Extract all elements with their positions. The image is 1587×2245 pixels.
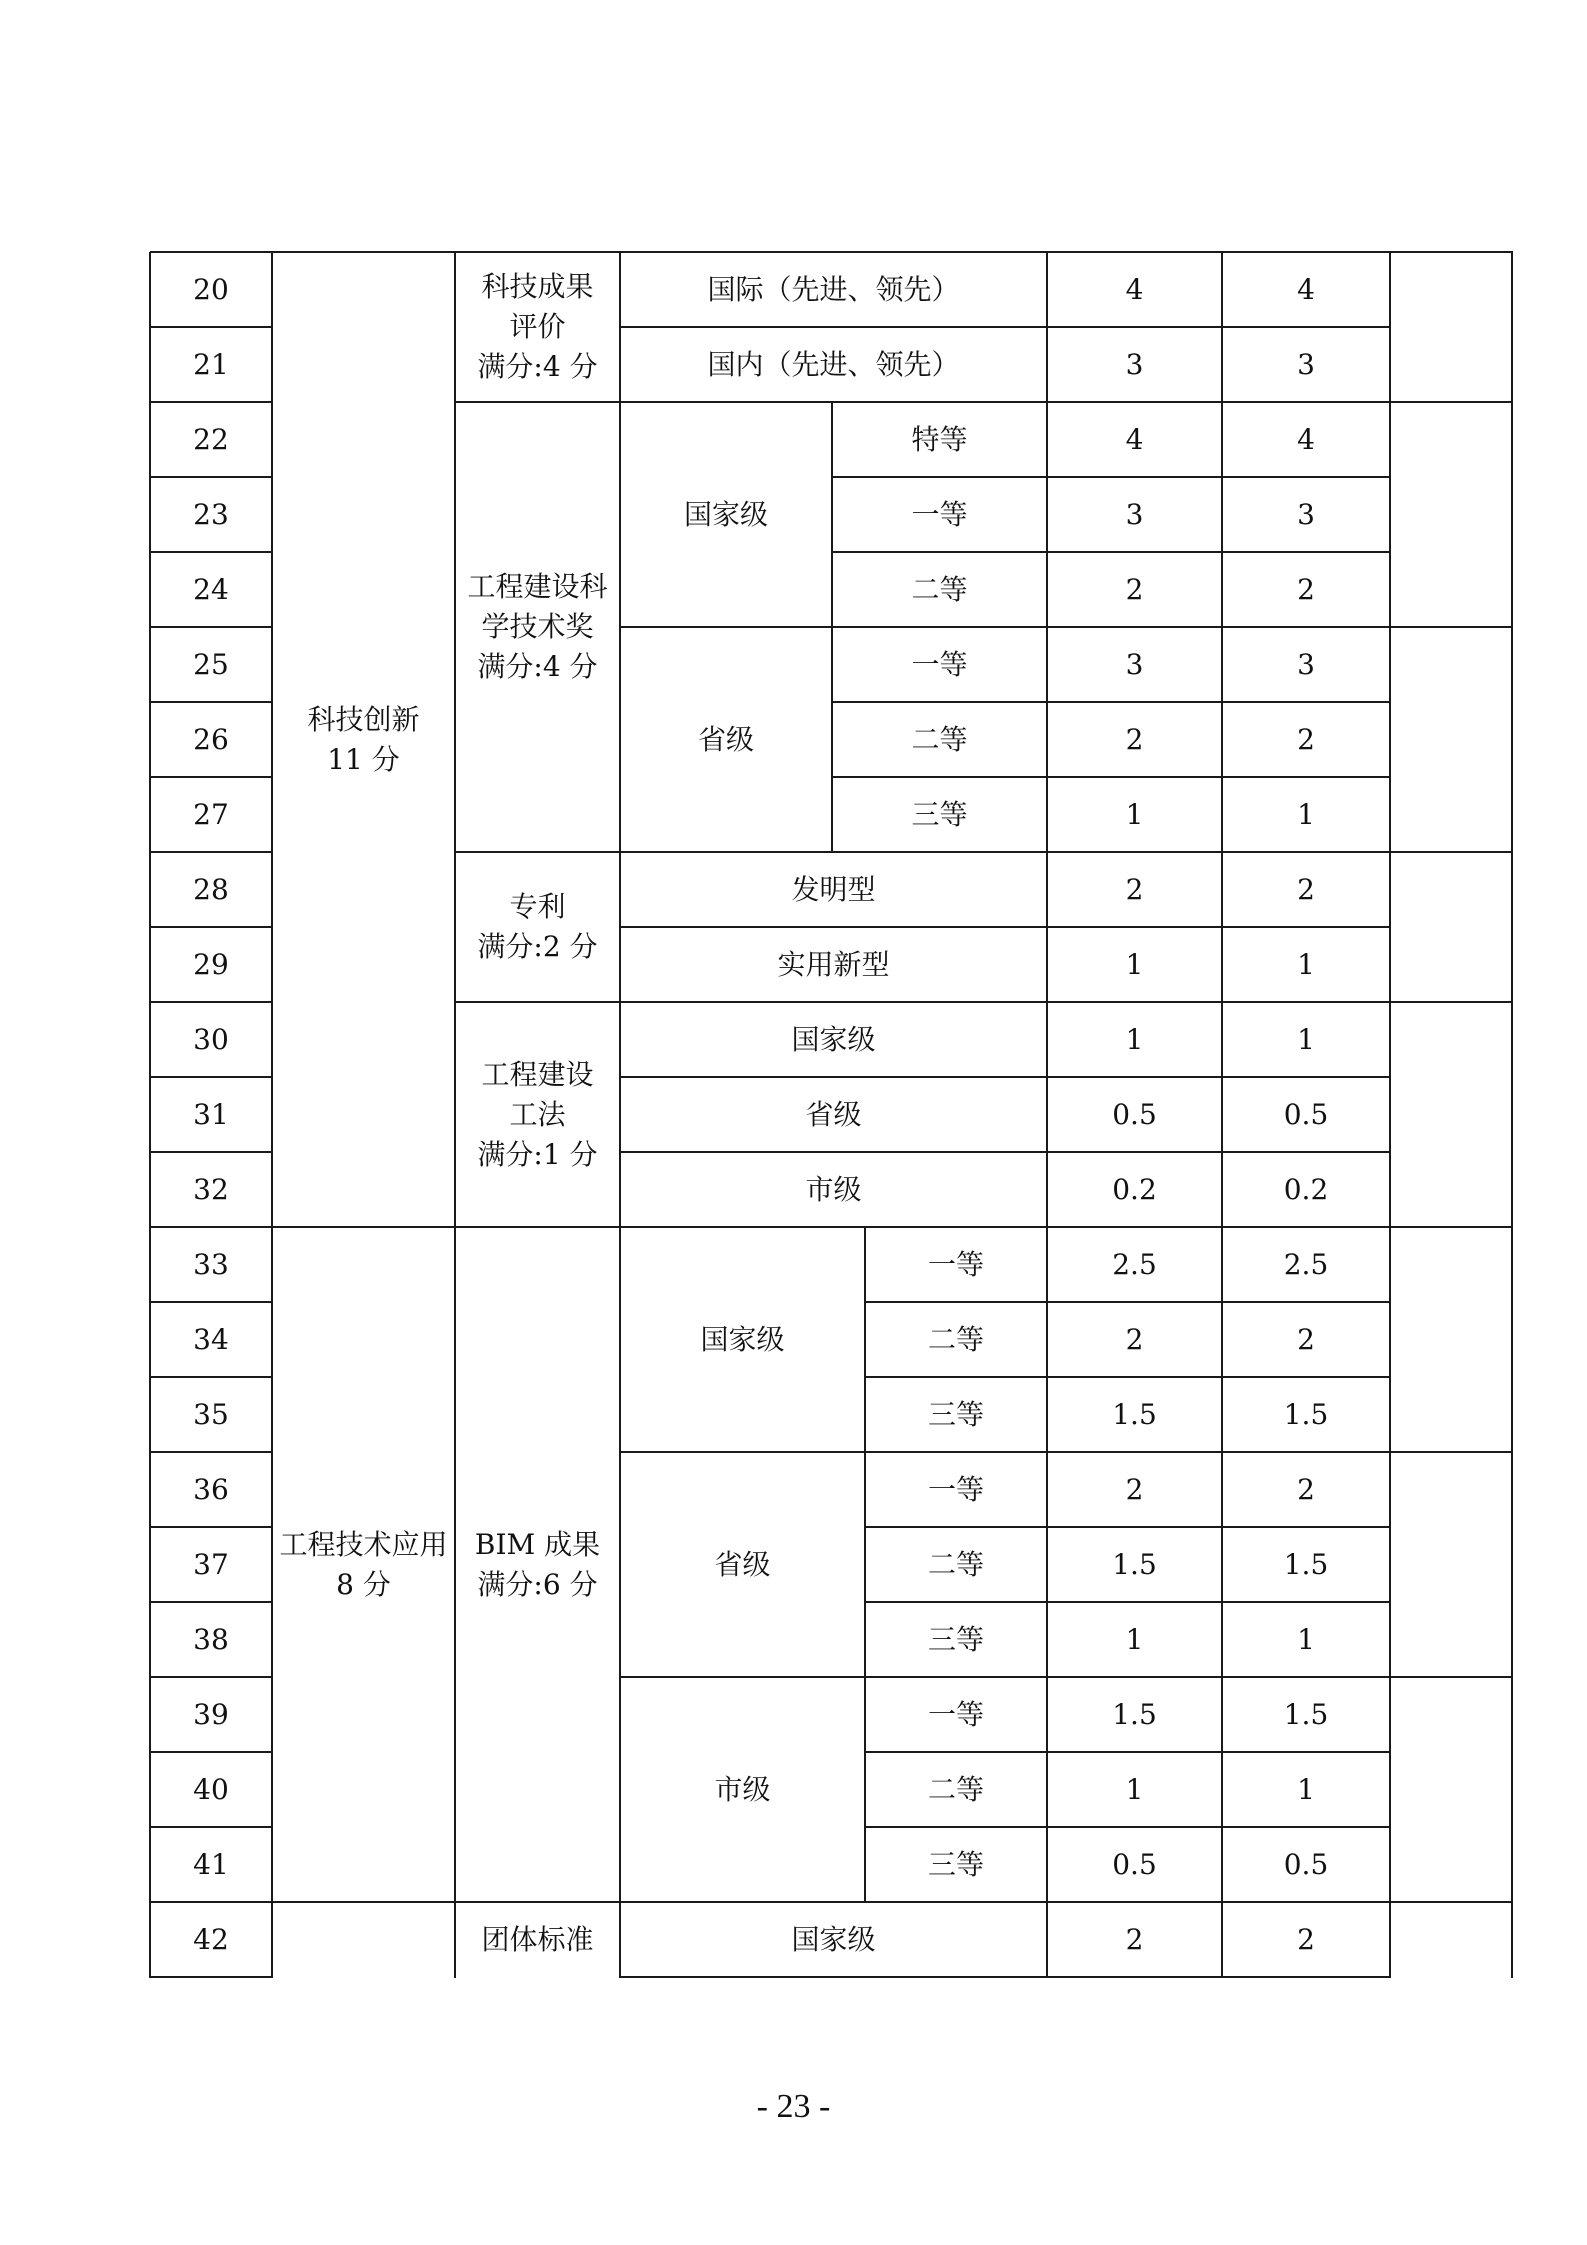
row-number: 36 xyxy=(193,1472,229,1506)
subcategory-cell: 市级 xyxy=(805,1172,862,1206)
standard-score-cell: 1 xyxy=(1125,1622,1144,1656)
awarded-score-cell: 1 xyxy=(1297,797,1315,831)
awarded-score-cell: 2 xyxy=(1297,722,1315,756)
row-number: 42 xyxy=(193,1922,229,1956)
standard-score-cell: 2 xyxy=(1125,1472,1144,1506)
grade-cell: 三等 xyxy=(927,1397,984,1431)
row-number: 39 xyxy=(193,1697,229,1731)
grade-cell: 二等 xyxy=(927,1322,984,1356)
standard-score-cell: 1 xyxy=(1125,1022,1144,1056)
standard-score-cell: 4 xyxy=(1125,422,1144,456)
row-number: 30 xyxy=(193,1022,229,1056)
standard-score-cell: 2 xyxy=(1125,572,1144,606)
awarded-score-cell: 1.5 xyxy=(1283,1697,1329,1731)
awarded-score-cell: 2 xyxy=(1297,1322,1315,1356)
table-right-border xyxy=(1511,252,1513,1978)
awarded-score-cell: 3 xyxy=(1297,647,1315,681)
table-rule xyxy=(1390,1901,1513,1903)
awarded-score-cell: 1 xyxy=(1297,1772,1315,1806)
grade-cell: 三等 xyxy=(927,1622,984,1656)
awarded-score-cell: 0.5 xyxy=(1283,1097,1329,1131)
standard-score-cell: 1.5 xyxy=(1112,1697,1157,1731)
standard-score-cell: 1 xyxy=(1125,797,1144,831)
awarded-score-cell: 0.5 xyxy=(1283,1847,1329,1881)
standard-score-cell: 1 xyxy=(1125,1772,1144,1806)
row-number: 37 xyxy=(193,1547,229,1581)
awarded-score-cell: 2 xyxy=(1297,572,1315,606)
row-number: 31 xyxy=(193,1097,229,1131)
awarded-score-cell: 1.5 xyxy=(1283,1547,1329,1581)
grade-cell: 一等 xyxy=(927,1472,984,1506)
awarded-score-cell: 4 xyxy=(1297,272,1315,306)
row-number: 26 xyxy=(193,722,229,756)
item-cell: 科技成果 评价 满分:4 分 xyxy=(477,270,598,383)
standard-score-cell: 3 xyxy=(1125,497,1144,531)
row-number: 38 xyxy=(193,1622,229,1656)
table-rule xyxy=(1390,1001,1513,1003)
row-number: 40 xyxy=(193,1772,229,1806)
awarded-score-cell: 2.5 xyxy=(1283,1247,1329,1281)
awarded-score-cell: 2 xyxy=(1297,872,1315,906)
standard-score-cell: 2.5 xyxy=(1112,1247,1157,1281)
awarded-score-cell: 2 xyxy=(1297,1472,1315,1506)
row-number: 34 xyxy=(193,1322,229,1356)
awarded-score-cell: 3 xyxy=(1297,497,1315,531)
standard-score-cell: 0.5 xyxy=(1112,1847,1157,1881)
row-number: 28 xyxy=(193,872,229,906)
level-cell: 国家级 xyxy=(791,1922,876,1956)
grade-cell: 一等 xyxy=(911,497,968,531)
row-number: 22 xyxy=(193,422,229,456)
row-number: 41 xyxy=(193,1847,229,1881)
item-cell: 工程建设 工法 满分:1 分 xyxy=(477,1057,598,1171)
standard-score-cell: 1.5 xyxy=(1112,1397,1157,1431)
item-cell: BIM 成果 满分:6 分 xyxy=(474,1527,601,1601)
row-number: 32 xyxy=(193,1172,229,1206)
standard-score-cell: 2 xyxy=(1125,872,1144,906)
row-number: 29 xyxy=(193,947,229,981)
grade-cell: 二等 xyxy=(927,1772,984,1806)
row-number: 20 xyxy=(193,272,229,306)
level-cell: 国家级 xyxy=(683,497,768,531)
subcategory-cell: 实用新型 xyxy=(777,947,890,981)
standard-score-cell: 0.5 xyxy=(1112,1097,1157,1131)
grade-cell: 二等 xyxy=(927,1547,984,1581)
table-rule xyxy=(1390,1676,1513,1678)
level-cell: 省级 xyxy=(697,722,754,756)
category-cell: 科技创新 11 分 xyxy=(307,702,420,776)
grade-cell: 一等 xyxy=(927,1247,984,1281)
standard-score-cell: 3 xyxy=(1125,347,1144,381)
awarded-score-cell: 4 xyxy=(1297,422,1315,456)
standard-score-cell: 2 xyxy=(1125,722,1144,756)
page-number: - 23 - xyxy=(756,2088,831,2125)
awarded-score-cell: 1.5 xyxy=(1283,1397,1329,1431)
table-rule xyxy=(1390,401,1513,403)
standard-score-cell: 2 xyxy=(1125,1322,1144,1356)
item-cell: 团体标准 xyxy=(481,1922,594,1956)
table-rule xyxy=(1390,1226,1513,1228)
item-cell: 专利 满分:2 分 xyxy=(477,890,598,963)
row-number: 25 xyxy=(193,647,229,681)
table-rule xyxy=(1390,851,1513,853)
subcategory-cell: 发明型 xyxy=(791,872,876,906)
subcategory-cell: 国内（先进、领先） xyxy=(707,347,960,381)
awarded-score-cell: 2 xyxy=(1297,1922,1315,1956)
awarded-score-cell: 1 xyxy=(1297,947,1315,981)
grade-cell: 特等 xyxy=(911,422,968,456)
standard-score-cell: 4 xyxy=(1125,272,1144,306)
grade-cell: 三等 xyxy=(911,797,968,831)
category-cell: 工程技术应用 8 分 xyxy=(279,1527,448,1601)
standard-score-cell: 1.5 xyxy=(1112,1547,1157,1581)
standard-score-cell: 0.2 xyxy=(1112,1172,1157,1206)
grade-cell: 一等 xyxy=(927,1697,984,1731)
awarded-score-cell: 0.2 xyxy=(1283,1172,1329,1206)
awarded-score-cell: 1 xyxy=(1297,1622,1315,1656)
subcategory-cell: 国际（先进、领先） xyxy=(707,272,960,306)
awarded-score-cell: 1 xyxy=(1297,1022,1315,1056)
row-number: 27 xyxy=(193,797,229,831)
row-number: 35 xyxy=(193,1397,229,1431)
level-cell: 市级 xyxy=(714,1772,771,1806)
grade-cell: 二等 xyxy=(911,572,968,606)
row-number: 24 xyxy=(193,572,229,606)
grade-cell: 二等 xyxy=(911,722,968,756)
row-number: 33 xyxy=(193,1247,229,1281)
grade-cell: 一等 xyxy=(911,647,968,681)
awarded-score-cell: 3 xyxy=(1297,347,1315,381)
table-rule xyxy=(1390,626,1513,628)
subcategory-cell: 省级 xyxy=(805,1097,862,1131)
standard-score-cell: 3 xyxy=(1125,647,1144,681)
subcategory-cell: 国家级 xyxy=(791,1022,876,1056)
row-number: 21 xyxy=(193,347,229,381)
level-cell: 省级 xyxy=(714,1547,771,1581)
row-number: 23 xyxy=(193,497,229,531)
table-rule xyxy=(1390,1451,1513,1453)
item-cell: 工程建设科 学技术奖 满分:4 分 xyxy=(467,570,608,683)
grade-cell: 三等 xyxy=(927,1847,984,1881)
level-cell: 国家级 xyxy=(700,1322,785,1356)
standard-score-cell: 1 xyxy=(1125,947,1144,981)
standard-score-cell: 2 xyxy=(1125,1922,1144,1956)
